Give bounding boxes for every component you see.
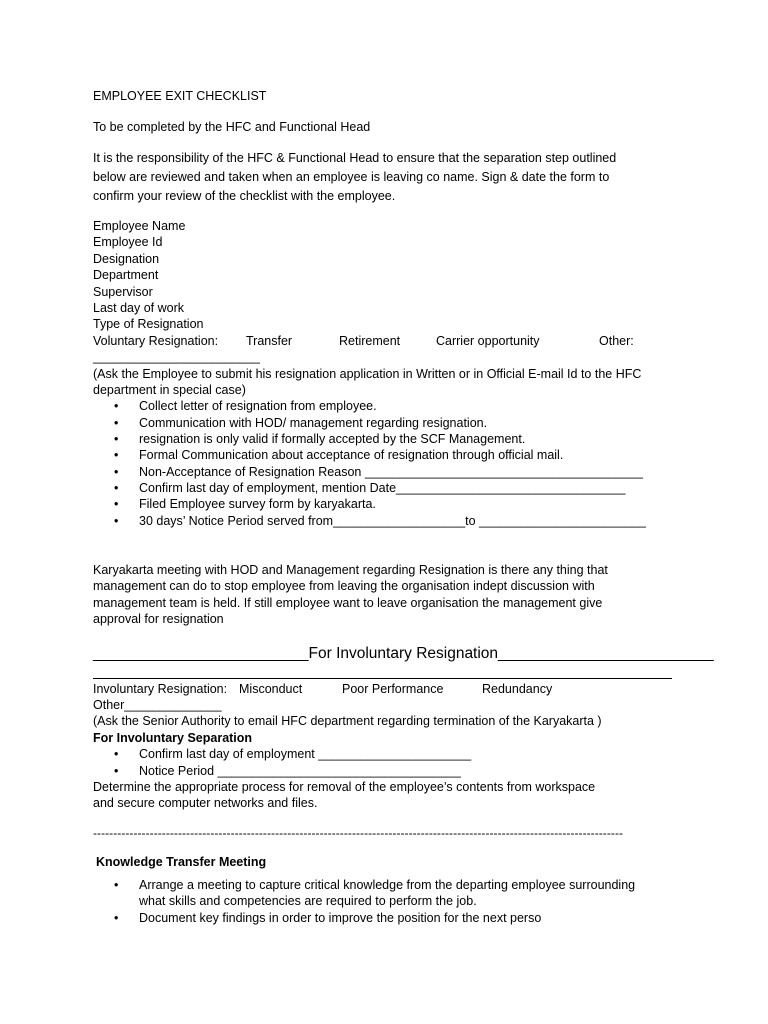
option-other: Other: <box>599 334 634 348</box>
involuntary-separation-heading: For Involuntary Separation <box>93 731 253 745</box>
option-misconduct: Misconduct <box>239 682 303 696</box>
dashed-divider: ----------------------------------------------------------------------------------------------------------------------------------- <box>93 826 624 840</box>
voluntary-bullet-item: 30 days’ Notice Period served from___________________to ________________________ <box>139 514 646 528</box>
involuntary-heading: _________________________For Involuntary Resignation_________________________ <box>93 645 714 662</box>
document-subtitle: To be completed by the HFC and Functional Head <box>93 120 371 134</box>
option-poor-performance: Poor Performance <box>342 682 444 696</box>
voluntary-bullet-item: Collect letter of resignation from employee. <box>139 399 377 413</box>
knowledge-bullet-item-continued: what skills and competencies are required to perform the job. <box>139 894 477 908</box>
bullet-icon: • <box>114 399 119 413</box>
document-title: EMPLOYEE EXIT CHECKLIST <box>93 89 267 103</box>
involuntary-label: Involuntary Resignation: <box>93 682 228 696</box>
separation-bullet-item: Confirm last day of employment ______________________ <box>139 747 472 761</box>
field-supervisor: Supervisor <box>93 285 153 299</box>
determine-line: Determine the appropriate process for removal of the employee’s contents from workspace <box>93 780 596 794</box>
knowledge-transfer-heading: Knowledge Transfer Meeting <box>96 855 267 869</box>
knowledge-bullet-item: Arrange a meeting to capture critical knowledge from the departing employee surrounding <box>139 878 636 892</box>
field-designation: Designation <box>93 252 160 266</box>
karyakarta-paragraph-line: approval for resignation <box>93 612 224 626</box>
option-transfer: Transfer <box>246 334 293 348</box>
bullet-icon: • <box>114 432 119 446</box>
option-retirement: Retirement <box>339 334 401 348</box>
field-department: Department <box>93 268 159 282</box>
bullet-icon: • <box>114 514 119 528</box>
separation-bullet-item: Notice Period ___________________________________ <box>139 764 461 778</box>
voluntary-note: department in special case) <box>93 383 246 397</box>
bullet-icon: • <box>114 911 119 925</box>
involuntary-note: (Ask the Senior Authority to email HFC department regarding termination of the Karyakarta ) <box>93 714 602 728</box>
field-employee-id: Employee Id <box>93 235 163 249</box>
bullet-icon: • <box>114 497 119 511</box>
voluntary-note: (Ask the Employee to submit his resignation application in Written or in Official E-mail Id to the HFC <box>93 367 642 381</box>
field-last-day-of-work: Last day of work <box>93 301 185 315</box>
bullet-icon: • <box>114 465 119 479</box>
bullet-icon: • <box>114 448 119 462</box>
intro-line: It is the responsibility of the HFC & Functional Head to ensure that the separation step outlined <box>93 151 617 165</box>
bullet-icon: • <box>114 481 119 495</box>
voluntary-bullet-item: resignation is only valid if formally accepted by the SCF Management. <box>139 432 526 446</box>
voluntary-bullet-item: Communication with HOD/ management regarding resignation. <box>139 416 488 430</box>
intro-line: confirm your review of the checklist with the employee. <box>93 189 396 203</box>
voluntary-blank-line: ________________________ <box>93 350 260 364</box>
voluntary-bullet-item: Formal Communication about acceptance of resignation through official mail. <box>139 448 564 462</box>
involuntary-other: Other______________ <box>93 698 222 712</box>
field-type-of-resignation: Type of Resignation <box>93 317 204 331</box>
bullet-icon: • <box>114 747 119 761</box>
karyakarta-paragraph-line: management can do to stop employee from leaving the organisation indept discussion with <box>93 579 595 593</box>
intro-line: below are reviewed and taken when an employee is leaving co name. Sign & date the form to <box>93 170 610 184</box>
voluntary-bullet-item: Filed Employee survey form by karyakarta. <box>139 497 376 511</box>
bullet-icon: • <box>114 878 119 892</box>
voluntary-bullet-item: Confirm last day of employment, mention Date_________________________________ <box>139 481 626 495</box>
voluntary-label: Voluntary Resignation: <box>93 334 219 348</box>
horizontal-rule <box>93 678 672 679</box>
determine-line: and secure computer networks and files. <box>93 796 318 810</box>
option-carrier-opportunity: Carrier opportunity <box>436 334 540 348</box>
bullet-icon: • <box>114 764 119 778</box>
field-employee-name: Employee Name <box>93 219 186 233</box>
bullet-icon: • <box>114 416 119 430</box>
karyakarta-paragraph-line: Karyakarta meeting with HOD and Management regarding Resignation is there any thing that <box>93 563 608 577</box>
option-redundancy: Redundancy <box>482 682 553 696</box>
voluntary-bullet-item: Non-Acceptance of Resignation Reason ________________________________________ <box>139 465 643 479</box>
knowledge-bullet-item: Document key findings in order to improve the position for the next perso <box>139 911 542 925</box>
karyakarta-paragraph-line: management team is held. If still employee want to leave organisation the management give <box>93 596 603 610</box>
